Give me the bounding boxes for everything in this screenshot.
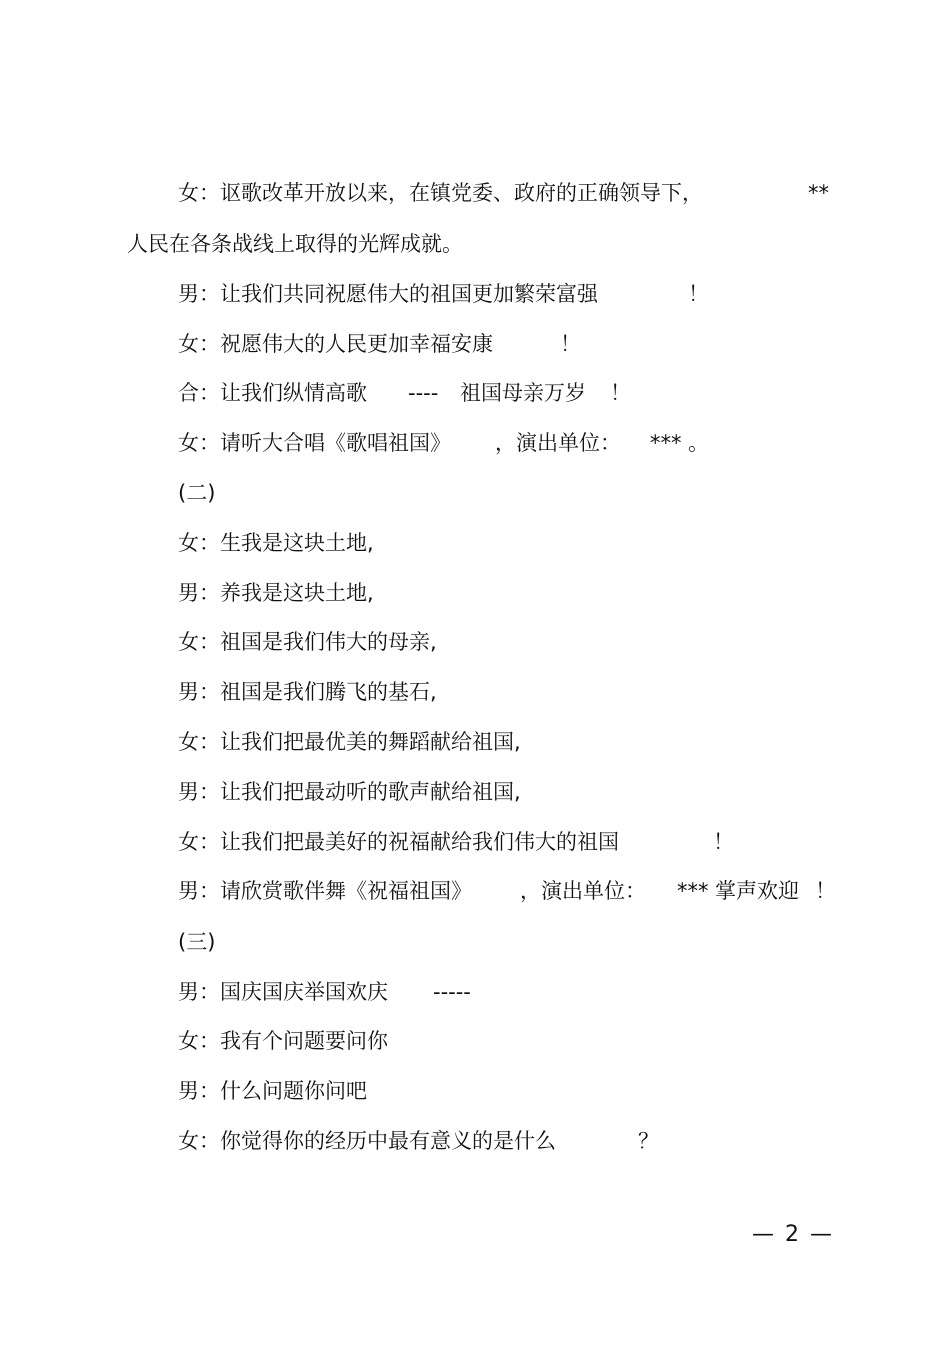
line-text: 男：让我们把最动听的歌声献给祖国, [178,780,521,804]
line-text: 女：我有个问题要问你 [178,1029,388,1053]
page-number: — 2 — [752,1222,834,1247]
line-text: 合：让我们纵情高歌 [178,381,367,405]
line-text: ！ [688,282,709,306]
line-text: ，演出单位： [520,879,646,903]
line-text: 女：你觉得你的经历中最有意义的是什么 [178,1129,556,1153]
line-text: ，演出单位： [495,431,621,455]
line-text: 女：祝愿伟大的人民更加幸福安康 [178,332,493,356]
line-text: 女：生我是这块土地, [178,531,374,555]
line-text: 掌声欢迎 [715,879,799,903]
section-heading: (二) [178,481,216,505]
line-text: 祖国母亲万岁 [460,381,586,405]
line-text: 人民在各条战线上取得的光辉成就。 [127,232,463,256]
line-text: ** [808,181,829,205]
line-text: ！ [560,332,581,356]
line-text: 男：祖国是我们腾飞的基石, [178,680,437,704]
line-text: 女：让我们把最优美的舞蹈献给祖国, [178,730,521,754]
line-text: 女：讴歌改革开放以来，在镇党委、政府的正确领导下， [178,181,703,205]
line-text: *** [677,879,709,903]
line-text: 女：请听大合唱《歌唱祖国》 [178,431,451,455]
line-text: 女：让我们把最美好的祝福献给我们伟大的祖国 [178,830,619,854]
line-text: 男：养我是这块土地, [178,581,374,605]
line-text: ---- [408,381,439,405]
line-text: ！ [610,381,631,405]
line-text: ？ [638,1129,659,1153]
line-text: 男：让我们共同祝愿伟大的祖国更加繁荣富强 [178,282,598,306]
section-heading: (三) [178,930,216,954]
line-text: ----- [433,980,471,1004]
line-text: ！ [815,879,836,903]
line-text: 男：国庆国庆举国欢庆 [178,980,388,1004]
line-text: ！ [713,830,734,854]
line-text: 女：祖国是我们伟大的母亲, [178,630,437,654]
line-text: 。 [688,431,709,455]
line-text: *** [650,431,682,455]
line-text: 男：什么问题你问吧 [178,1079,367,1103]
line-text: 男：请欣赏歌伴舞《祝福祖国》 [178,879,472,903]
